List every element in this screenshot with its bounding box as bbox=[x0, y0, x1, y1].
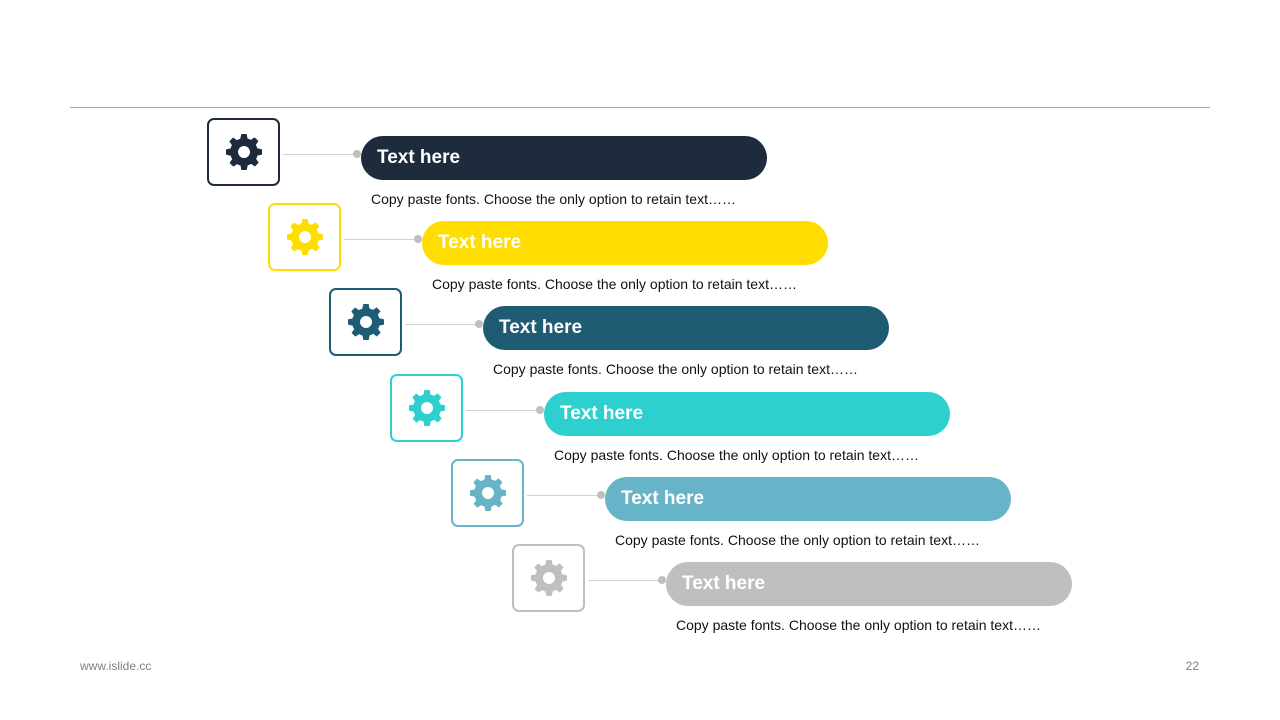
connector-line bbox=[344, 239, 419, 240]
gear-icon bbox=[529, 558, 569, 598]
connector-dot bbox=[353, 150, 361, 158]
connector-line bbox=[283, 154, 358, 155]
connector-line bbox=[527, 495, 602, 496]
gear-icon bbox=[407, 388, 447, 428]
step-title: Text here bbox=[666, 562, 1072, 606]
gear-icon bbox=[346, 302, 386, 342]
connector-dot bbox=[536, 406, 544, 414]
step-description: Copy paste fonts. Choose the only option to retain text…… bbox=[554, 446, 919, 463]
icon-box bbox=[512, 544, 585, 612]
gear-icon bbox=[468, 473, 508, 513]
step-title: Text here bbox=[422, 221, 828, 265]
connector-dot bbox=[658, 576, 666, 584]
step-description: Copy paste fonts. Choose the only option to retain text…… bbox=[493, 361, 858, 378]
step-title: Text here bbox=[361, 136, 767, 180]
connector-line bbox=[405, 324, 480, 325]
step-title: Text here bbox=[605, 477, 1011, 521]
step-title: Text here bbox=[544, 392, 950, 436]
footer-website: www.islide.cc bbox=[80, 659, 152, 673]
icon-box bbox=[390, 374, 463, 442]
connector-dot bbox=[475, 320, 483, 328]
step-description: Copy paste fonts. Choose the only option to retain text…… bbox=[676, 617, 1041, 633]
connector-dot bbox=[597, 491, 605, 499]
page-number: 22 bbox=[1185, 659, 1199, 673]
icon-box bbox=[329, 288, 402, 356]
icon-box bbox=[207, 118, 280, 186]
step-description: Copy paste fonts. Choose the only option to retain text…… bbox=[615, 531, 980, 548]
icon-box bbox=[451, 459, 524, 527]
icon-box bbox=[268, 203, 341, 271]
step-description: Copy paste fonts. Choose the only option to retain text…… bbox=[432, 276, 797, 293]
step-title: Text here bbox=[483, 306, 889, 350]
connector-line bbox=[588, 580, 663, 581]
connector-dot bbox=[414, 235, 422, 243]
step-description: Copy paste fonts. Choose the only option to retain text…… bbox=[371, 191, 736, 207]
gear-icon bbox=[285, 217, 325, 257]
connector-line bbox=[466, 410, 541, 411]
gear-icon bbox=[224, 132, 264, 172]
